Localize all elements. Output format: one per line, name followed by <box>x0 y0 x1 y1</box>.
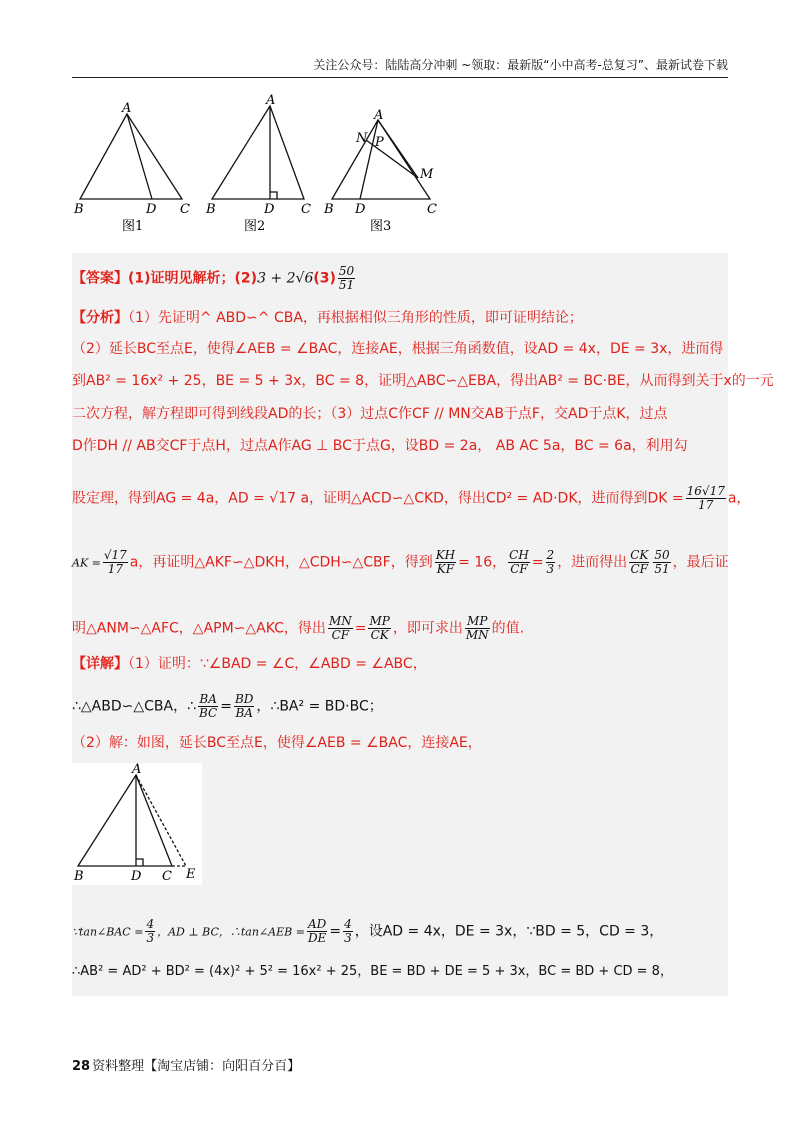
analysis-text-5: D作DH // AB交CF于点H，过点A作AG ⊥ BC于点G，设BD = 2a， AB AC 5a，BC = 6a，利用勾 <box>72 438 688 454</box>
detail-line-2: ∴△ABD∽△CBA，∴ $\frac{BA}{BC}$ = $\frac{BD}{BA}$ ，∴BA² = BD·BC； <box>72 692 383 720</box>
answer-value-2: 3 + 2√6 <box>257 270 314 287</box>
analysis-kh-kf-frac: $\frac{KH}{KF}$ <box>435 548 456 576</box>
detail-text-2: ∴△ABD∽△CBA，∴ <box>72 698 196 715</box>
detail-4-3-frac: $\frac{4}{3}$ <box>146 917 155 945</box>
fig4-label-C: C <box>162 869 172 884</box>
analysis-line-5 <box>72 436 688 456</box>
page-number: 28 <box>72 1059 91 1074</box>
fig3-label-A: A <box>374 108 384 123</box>
fig3-label-P: P <box>375 135 384 150</box>
fig4-label-D: D <box>131 869 142 884</box>
detail-text-1: （1）证明：∵∠BAD = ∠C，∠ABD = ∠ABC， <box>128 656 427 672</box>
fig2-label-A: A <box>266 93 276 108</box>
answer-tag: 【答案】 <box>72 270 128 287</box>
fig2-caption: 图2 <box>244 219 266 234</box>
figure-4 <box>72 763 202 885</box>
analysis-ch-cf-frac: $\frac{CH}{CF}$ <box>509 548 529 576</box>
analysis-text-7: a，再证明△AKF∽△DKH，△CDH∽△CBF，得到 <box>129 554 433 571</box>
detail-ad-de-frac: $\frac{AD}{DE}$ <box>307 917 327 945</box>
fig3-caption: 图3 <box>370 219 392 234</box>
fig4-label-A: A <box>132 763 142 777</box>
analysis-line-6 <box>72 485 750 512</box>
fig1-label-B: B <box>74 202 84 217</box>
figure-1 <box>80 114 182 199</box>
fig1-label-A: A <box>122 101 132 116</box>
fig4-label-E: E <box>186 867 196 882</box>
analysis-line-4 <box>72 404 668 424</box>
analysis-line-7: AK = $\frac{√17}{17}$ a，再证明△AKF∽△DKH，△CDH∽△CBF，得到 $\frac{KH}{KF}$ = 16， $\frac{CH}{CF}$ = $\frac{2}{3}$ ，进而得出 $\frac{CK}{CF}$ $\frac{50}{51}$ ，最后证 <box>72 548 729 576</box>
fig3-label-B: B <box>324 202 334 217</box>
page-header <box>72 56 728 78</box>
figure-2 <box>212 106 304 199</box>
analysis-text-4: 二次方程，解方程即可得到线段AD的长；（3）过点C作CF // MN交AB于点F，交AD于点K，过点 <box>72 406 668 422</box>
fig4-label-B: B <box>74 869 84 884</box>
fig3-label-N: N <box>356 131 368 146</box>
analysis-text-1: （1）先证明^ ABD∽^ CBA，再根据相似三角形的性质，即可证明结论； <box>128 310 583 326</box>
detail-text-3: （2）解：如图，延长BC至点E，使得∠AEB = ∠BAC，连接AE， <box>72 735 482 751</box>
fig1-label-C: C <box>180 202 190 217</box>
answer-v3-den: 51 <box>338 278 355 292</box>
analysis-text-6-tail: a， <box>727 490 751 507</box>
figures-1-3 <box>72 92 472 242</box>
header-text: 关注公众号：陆陆高分冲刺 ~领取：最新版“小中高考-总复习”、最新试卷下载 <box>313 58 728 72</box>
fig3-label-M: M <box>420 167 434 182</box>
analysis-mp-ck-frac: $\frac{MP}{CK}$ <box>369 614 390 642</box>
detail-ba-bc-frac: $\frac{BA}{BC}$ <box>199 692 218 720</box>
analysis-line-2 <box>72 339 723 359</box>
analysis-two-thirds-frac: $\frac{2}{3}$ <box>546 548 555 576</box>
analysis-text-2: （2）延长BC至点E，使得∠AEB = ∠BAC，连接AE，根据三角函数值，设AD = 4x，DE = 3x，进而得 <box>72 341 724 357</box>
detail-bd-ba-frac: $\frac{BD}{BA}$ <box>234 692 254 720</box>
analysis-text-6: 股定理，得到AG = 4a，AD = √17 a，证明△ACD∽△CKD，得出CD² = AD·DK，进而得到DK = <box>72 490 684 507</box>
analysis-dk-frac: $\frac{16√17}{17}$ <box>686 484 725 512</box>
answer-v3-num: 50 <box>338 264 355 278</box>
fig2-label-C: C <box>301 202 311 217</box>
analysis-mn-cf-frac: $\frac{MN}{CF}$ <box>328 614 352 642</box>
answer-part3: (3) <box>313 270 336 287</box>
footer-text: 资料整理【淘宝店铺：向阳百分百】 <box>92 1059 301 1074</box>
detail-line-3 <box>72 733 482 753</box>
figure-3 <box>332 120 430 199</box>
analysis-line-1 <box>72 308 583 328</box>
analysis-line-8: 明△ANM∽△AFC，△APM∽△AKC，得出 $\frac{MN}{CF}$ = $\frac{MP}{CK}$ ，即可求出 $\frac{MP}{MN}$ 的值. <box>72 614 525 642</box>
fig3-label-C: C <box>427 202 437 217</box>
fig2-label-D: D <box>264 202 275 217</box>
analysis-mp-mn-frac: $\frac{MP}{MN}$ <box>465 614 489 642</box>
detail-line-5 <box>72 962 673 982</box>
answer-line <box>72 265 357 292</box>
answer-value-3 <box>338 265 355 292</box>
analysis-tag: 【分析】 <box>72 310 128 326</box>
answer-part1: (1)证明见解析；(2) <box>128 270 258 287</box>
fig2-label-B: B <box>206 202 216 217</box>
fig1-caption: 图1 <box>122 219 144 234</box>
detail-text-5: ∴AB² = AD² + BD² = (4x)² + 5² = 16x² + 25，BE = BD + DE = 5 + 3x，BC = BD + CD = 8， <box>72 964 673 979</box>
analysis-ak-frac: $\frac{√17}{17}$ <box>103 548 127 576</box>
detail-line-1 <box>72 654 427 674</box>
analysis-text-3: 到AB² = 16x² + 25，BE = 5 + 3x，BC = 8，证明△ABC∽△EBA，得出AB² = BC·BE，从而得到关于x的一元 <box>72 373 774 389</box>
fig1-label-D: D <box>146 202 157 217</box>
fig3-label-D: D <box>355 202 366 217</box>
analysis-text-8: 明△ANM∽△AFC，△APM∽△AKC，得出 <box>72 620 326 637</box>
detail-4-3b-frac: $\frac{4}{3}$ <box>344 917 352 945</box>
analysis-line-3 <box>72 371 774 391</box>
analysis-ck-cf-frac: $\frac{CK}{CF}$ <box>630 548 649 576</box>
page-footer <box>72 1055 300 1074</box>
detail-tag: 【详解】 <box>72 656 128 672</box>
detail-line-4: ∵tan∠BAC = $\frac{4}{3}$ ，AD ⊥ BC，∴tan∠AEB = $\frac{AD}{DE}$ = $\frac{4}{3}$ ，设AD = 4x，DE = 3x，∵BD = 5，CD = 3， <box>72 917 664 945</box>
analysis-50-51-frac: $\frac{50}{51}$ <box>654 548 670 576</box>
